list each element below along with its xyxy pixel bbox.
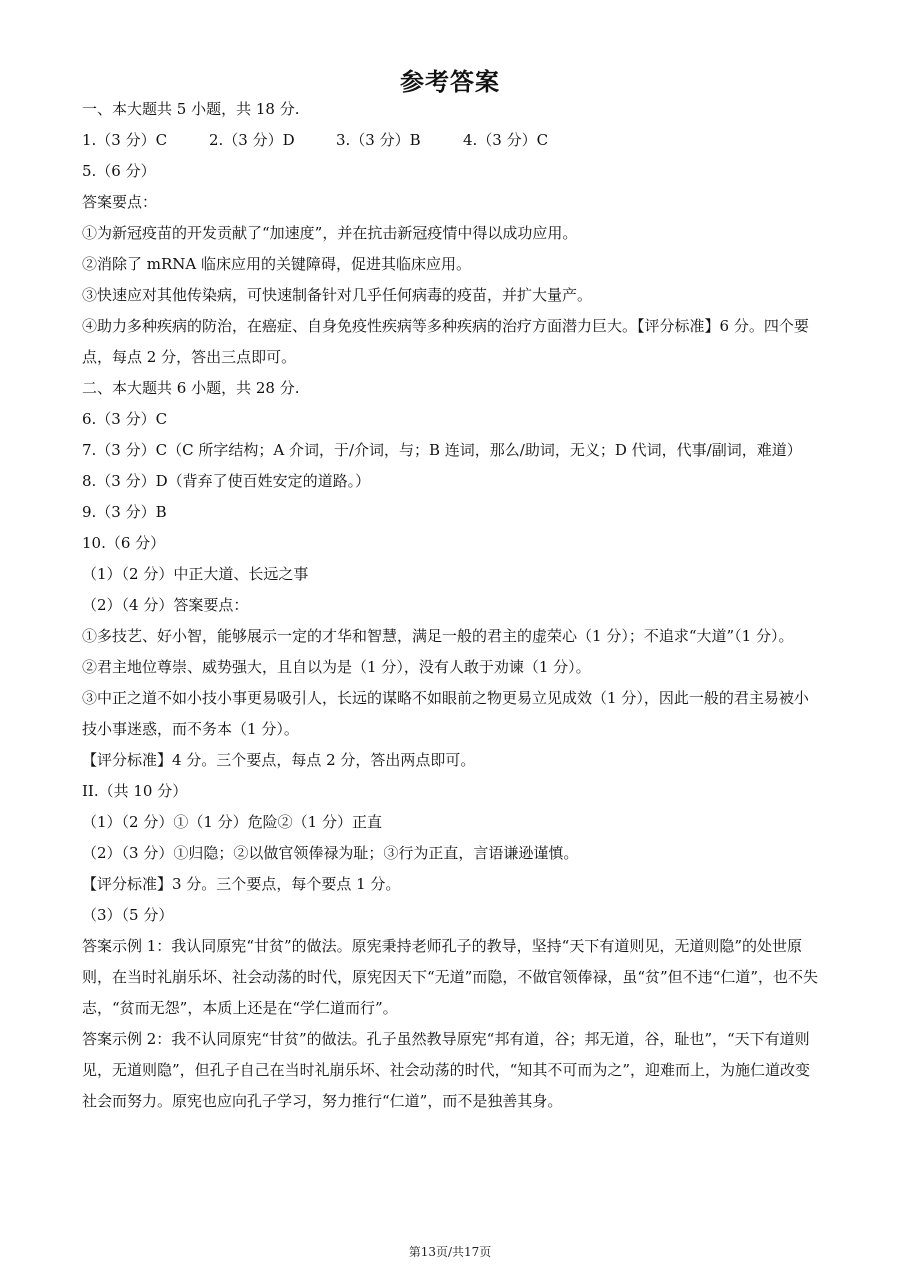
section1-heading: 一、本大题共 5 小题，共 18 分. bbox=[82, 100, 300, 118]
section1-answer-row bbox=[82, 125, 822, 156]
answer-q7: 7.（3 分）C（C 所字结构；A 介词，于/介词，与；B 连词，那么/助词，无义；D 代词，代事/副词，难道） bbox=[82, 441, 802, 459]
q11-part3: （3）（5 分） bbox=[82, 906, 174, 924]
q10-point-3: ③中正之道不如小技小事更易吸引人，长远的谋略不如眼前之物更易立见成效（1 分），因此一般的君主易被小技小事迷惑，而不务本（1 分）。 bbox=[82, 689, 809, 738]
q10-standard: 【评分标准】4 分。三个要点，每点 2 分，答出两点即可。 bbox=[82, 751, 476, 769]
q11-label: II.（共 10 分） bbox=[82, 782, 188, 800]
q10-point-1: ①多技艺、好小智，能够展示一定的才华和智慧，满足一般的君主的虚荣心（1 分）；不追求“大道”（1 分）。 bbox=[82, 627, 794, 645]
q5-points-label: 答案要点： bbox=[82, 193, 158, 211]
answer-q8: 8.（3 分）D（背弃了使百姓安定的道路。） bbox=[82, 472, 371, 490]
q5-point-3: ③快速应对其他传染病，可快速制备针对几乎任何病毒的疫苗，并扩大量产。 bbox=[82, 286, 593, 304]
q10-part2: （2）（4 分）答案要点： bbox=[82, 596, 249, 614]
answer-q6: 6.（3 分）C bbox=[82, 410, 168, 428]
q10-part1: （1）（2 分）中正大道、长远之事 bbox=[82, 565, 309, 583]
answer-q1: 1.（3 分）C bbox=[82, 131, 168, 149]
q10-label: 10.（6 分） bbox=[82, 534, 166, 552]
answer-example-2: 答案示例 2：我不认同原宪“甘贫”的做法。孔子虽然教导原宪“邦有道，谷；邦无道，谷，耻也”，“天下有道则见，无道则隐”，但孔子自己在当时礼崩乐坏、社会动荡的时代，“知其不可而为之”，迎难而上，为施仁道改变社会而努力。原宪也应向孔子学习，努力推行“仁道”，而不是独善其身。 bbox=[82, 1030, 811, 1110]
q10-point-2: ②君主地位尊崇、威势强大，且自以为是（1 分），没有人敢于劝谏（1 分）。 bbox=[82, 658, 591, 676]
q5-label: 5.（6 分） bbox=[82, 162, 156, 180]
answer-content bbox=[82, 94, 822, 1117]
section2-heading: 二、本大题共 6 小题，共 28 分. bbox=[82, 379, 300, 397]
q11-standard: 【评分标准】3 分。三个要点，每个要点 1 分。 bbox=[82, 875, 401, 893]
answer-q2: 2.（3 分）D bbox=[209, 131, 295, 149]
q5-point-1: ①为新冠疫苗的开发贡献了“加速度”，并在抗击新冠疫情中得以成功应用。 bbox=[82, 224, 578, 242]
answer-example-1: 答案示例 1：我认同原宪“甘贫”的做法。原宪秉持老师孔子的教导，坚持“天下有道则见，无道则隐”的处世原则，在当时礼崩乐坏、社会动荡的时代，原宪因天下“无道”而隐，不做官领俸禄，虽“贫”但不违“仁道”，也不失志，“贫而无怨”，本质上还是在“学仁道而行”。 bbox=[82, 937, 819, 1017]
page-title: 参考答案 bbox=[400, 68, 500, 96]
answer-q3: 3.（3 分）B bbox=[336, 131, 421, 149]
q5-point-2: ②消除了 mRNA 临床应用的关键障碍，促进其临床应用。 bbox=[82, 255, 472, 273]
answer-q9: 9.（3 分）B bbox=[82, 503, 167, 521]
q5-point-4: ④助力多种疾病的防治，在癌症、自身免疫性疾病等多种疾病的治疗方面潜力巨大。【评分标准】6 分。四个要点，每点 2 分，答出三点即可。 bbox=[82, 317, 809, 366]
q11-part2: （2）（3 分）①归隐；②以做官领俸禄为耻；③行为正直，言语谦逊谨慎。 bbox=[82, 844, 579, 862]
answer-q4: 4.（3 分）C bbox=[463, 131, 549, 149]
q11-part1: （1）（2 分）①（1 分）危险②（1 分）正直 bbox=[82, 813, 382, 831]
page-number: 第13页/共17页 bbox=[408, 1245, 492, 1259]
